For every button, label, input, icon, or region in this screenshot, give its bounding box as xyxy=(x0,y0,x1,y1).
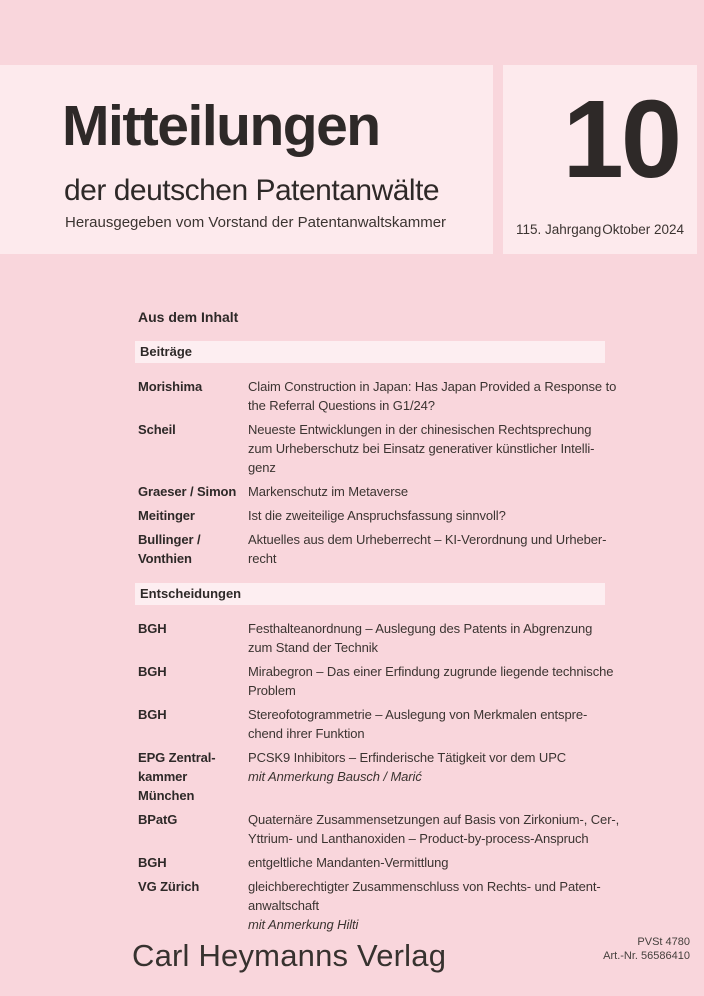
toc-entry xyxy=(138,482,605,501)
entry-text xyxy=(248,748,605,805)
entry-label-line: BGH xyxy=(138,621,167,636)
journal-title: Mitteilungen xyxy=(62,94,380,158)
entry-label-line: Vonthien xyxy=(138,551,192,566)
entry-text-line: gleichberechtigter Zusammenschluss von Rechts- und Patent- xyxy=(248,879,601,894)
entry-label-line: EPG Zentral- xyxy=(138,750,216,765)
entry-text xyxy=(248,877,605,934)
publisher-wordmark: Carl Heymanns Verlag xyxy=(132,938,447,973)
section-header-entscheidungen: Entscheidungen xyxy=(135,583,605,605)
entry-text xyxy=(248,810,619,848)
entry-text xyxy=(248,530,606,568)
publisher-note: Herausgegeben vom Vorstand der Patentanwaltskammer xyxy=(65,214,447,231)
entry-label xyxy=(138,377,248,415)
entry-text xyxy=(248,619,605,657)
entry-label-line: VG Zürich xyxy=(138,879,200,894)
entry-text xyxy=(248,705,605,743)
volume-label: 115. Jahrgang xyxy=(516,222,602,237)
entry-text-line: the Referral Questions in G1/24? xyxy=(248,398,435,413)
entry-text-line: Quaternäre Zusammensetzungen auf Basis von Zirkonium-, Cer-, xyxy=(248,812,620,827)
toc-entry xyxy=(138,420,605,477)
section-header-beitraege: Beiträge xyxy=(135,341,605,363)
toc-entry xyxy=(138,619,605,657)
entry-label xyxy=(138,619,248,657)
entry-text-line: entgeltliche Mandanten-Vermittlung xyxy=(248,855,449,870)
entry-label xyxy=(138,853,248,872)
entry-text-line: Yttrium- und Lanthanoxiden – Product-by-process-Anspruch xyxy=(248,831,589,846)
entry-text-line: PCSK9 Inhibitors – Erfinderische Tätigkeit vor dem UPC xyxy=(248,750,567,765)
footer-meta xyxy=(603,935,690,963)
entry-label-line: kammer München xyxy=(138,769,195,803)
entry-label-line: Bullinger / xyxy=(138,532,201,547)
entry-text-line: Claim Construction in Japan: Has Japan Provided a Response to xyxy=(248,379,617,394)
table-of-contents xyxy=(135,309,620,939)
toc-entry xyxy=(138,662,614,700)
entry-text xyxy=(248,377,616,415)
entry-text-line: Mirabegron – Das einer Erfindung zugrunde liegende technische xyxy=(248,664,614,679)
entry-text-line: zum Stand der Technik xyxy=(248,640,378,655)
entry-label xyxy=(138,420,248,477)
toc-entry xyxy=(138,530,605,568)
entry-text-line: Neueste Entwicklungen in der chinesischen Rechtsprechung xyxy=(248,422,592,437)
entry-text-line: Problem xyxy=(248,683,296,698)
entry-text-line: genz xyxy=(248,460,276,475)
entry-label xyxy=(138,506,248,525)
entry-text-line: Ist die zweiteilige Anspruchsfassung sinnvoll? xyxy=(248,508,506,523)
entry-label-line: Graeser / Simon xyxy=(138,484,237,499)
entry-annotation: mit Anmerkung Hilti xyxy=(248,917,359,932)
toc-entry xyxy=(138,877,605,934)
entry-label xyxy=(138,530,248,568)
entry-label xyxy=(138,705,248,743)
toc-entry xyxy=(138,506,605,525)
entry-label-line: BGH xyxy=(138,855,167,870)
entry-text xyxy=(248,853,605,872)
postal-id: PVSt 4780 xyxy=(637,936,690,948)
entry-text xyxy=(248,420,605,477)
entry-text-line: Stereofotogrammetrie – Auslegung von Merkmalen entspre- xyxy=(248,707,588,722)
masthead-title-panel xyxy=(0,65,493,254)
entry-text-line: Markenschutz im Metaverse xyxy=(248,484,409,499)
entry-label xyxy=(138,877,248,934)
toc-heading: Aus dem Inhalt xyxy=(138,309,239,325)
section-entries-beitraege xyxy=(138,377,617,568)
toc-entry xyxy=(138,748,605,805)
toc-entry xyxy=(138,853,605,872)
entry-text-line: zum Urheberschutz bei Einsatz generativer künstlicher Intelli- xyxy=(248,441,595,456)
entry-text-line: chend ihrer Funktion xyxy=(248,726,365,741)
entry-label-line: BPatG xyxy=(138,812,178,827)
entry-label-line: Scheil xyxy=(138,422,176,437)
entry-text-line: recht xyxy=(248,551,277,566)
entry-text-line: Aktuelles aus dem Urheberrecht – KI-Verordnung und Urheber- xyxy=(248,532,607,547)
entry-label-line: BGH xyxy=(138,664,167,679)
section-entries-entscheidungen xyxy=(138,619,620,934)
entry-text xyxy=(248,482,605,501)
entry-label xyxy=(138,482,248,501)
entry-label xyxy=(138,662,248,700)
entry-text xyxy=(248,506,605,525)
toc-entry xyxy=(138,810,620,848)
entry-text-line: Festhalteanordnung – Auslegung des Patents in Abgrenzung xyxy=(248,621,593,636)
journal-subtitle: der deutschen Patentanwälte xyxy=(64,174,440,207)
entry-annotation: mit Anmerkung Bausch / Marić xyxy=(248,769,422,784)
issue-date: Oktober 2024 xyxy=(602,222,684,237)
issue-meta xyxy=(516,222,684,237)
article-number: Art.-Nr. 56586410 xyxy=(603,950,690,962)
entry-text-line: anwaltschaft xyxy=(248,898,320,913)
entry-label xyxy=(138,810,248,848)
entry-label xyxy=(138,748,248,805)
toc-entry xyxy=(138,377,617,415)
masthead-issue-panel xyxy=(503,65,697,254)
toc-entry xyxy=(138,705,605,743)
entry-text xyxy=(248,662,613,700)
issue-number: 10 xyxy=(562,78,679,201)
entry-label-line: Meitinger xyxy=(138,508,195,523)
entry-label-line: Morishima xyxy=(138,379,203,394)
entry-label-line: BGH xyxy=(138,707,167,722)
